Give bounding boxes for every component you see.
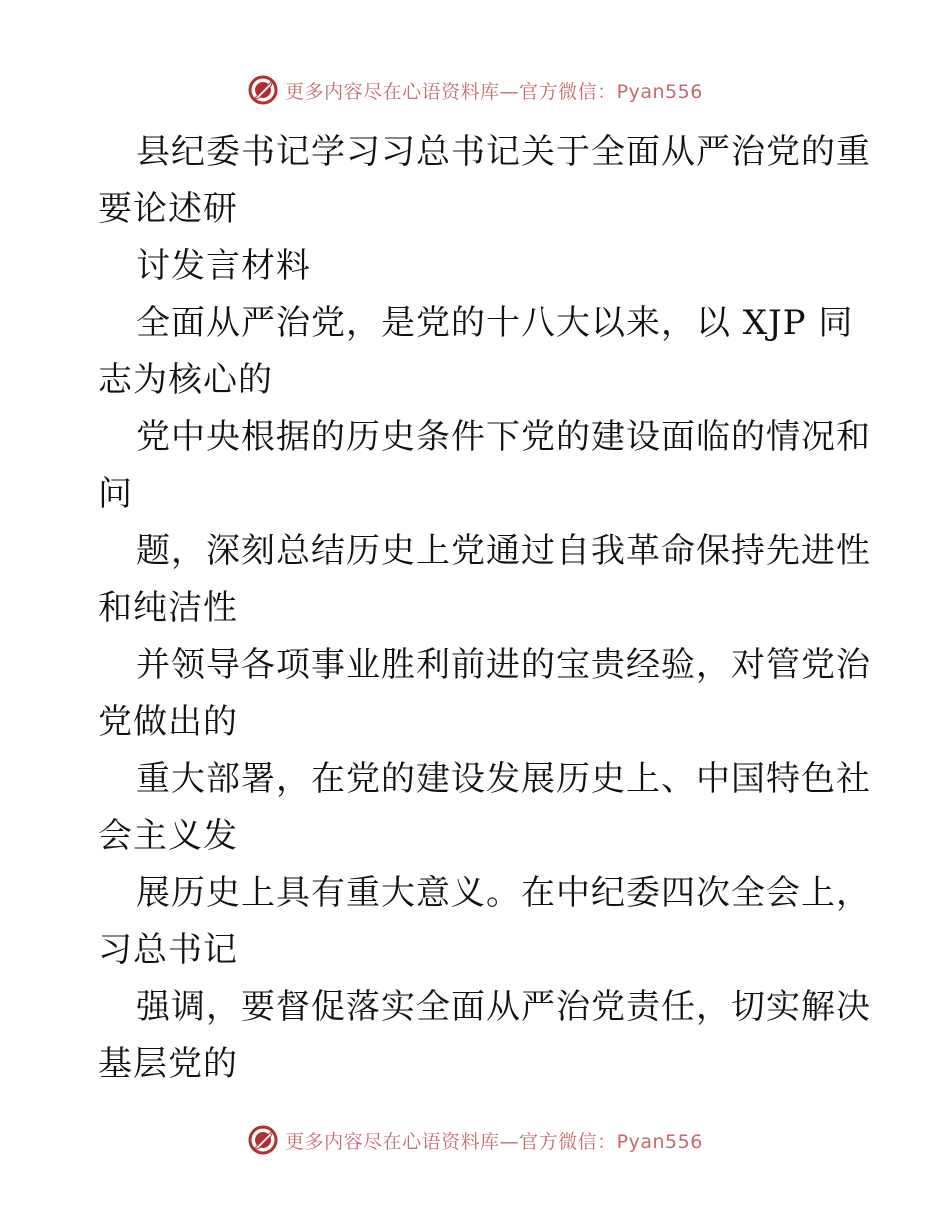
text-line: 强调，要督促落实全面从严治党责任，切实解决 xyxy=(136,987,871,1027)
text-line: 党做出的 xyxy=(98,702,238,742)
text-line: 要论述研 xyxy=(98,189,238,229)
text-line: 讨发言材料 xyxy=(136,246,311,286)
footer-banner-text: 更多内容尽在心语资料库—官方微信：Pyan556 xyxy=(285,1130,703,1153)
text-line: 县纪委书记学习习总书记关于全面从严治党的重 xyxy=(136,132,871,172)
text-line: 和纯洁性 xyxy=(98,588,238,628)
text-line: 全面从严治党，是党的十八大以来，以 XJP 同 xyxy=(136,303,854,343)
text-line: 会主义发 xyxy=(98,816,238,856)
text-line: 重大部署，在党的建设发展历史上、中国特色社 xyxy=(136,759,871,799)
text-line: 志为核心的 xyxy=(98,360,273,400)
text-line: 问 xyxy=(98,474,133,514)
document-body xyxy=(98,124,871,1093)
text-line: 并领导各项事业胜利前进的宝贵经验，对管党治 xyxy=(136,645,871,685)
header-banner-text: 更多内容尽在心语资料库—官方微信：Pyan556 xyxy=(285,80,703,103)
header-banner xyxy=(0,70,950,110)
quill-pen-seal-icon xyxy=(247,1124,279,1156)
text-line: 习总书记 xyxy=(98,930,238,970)
text-line: 党中央根据的历史条件下党的建设面临的情况和 xyxy=(136,417,871,457)
text-line: 基层党的 xyxy=(98,1044,238,1084)
quill-pen-seal-icon xyxy=(247,74,279,106)
text-line: 题，深刻总结历史上党通过自我革命保持先进性 xyxy=(136,531,871,571)
footer-banner xyxy=(0,1120,950,1160)
text-line: 展历史上具有重大意义。在中纪委四次全会上， xyxy=(136,873,871,913)
